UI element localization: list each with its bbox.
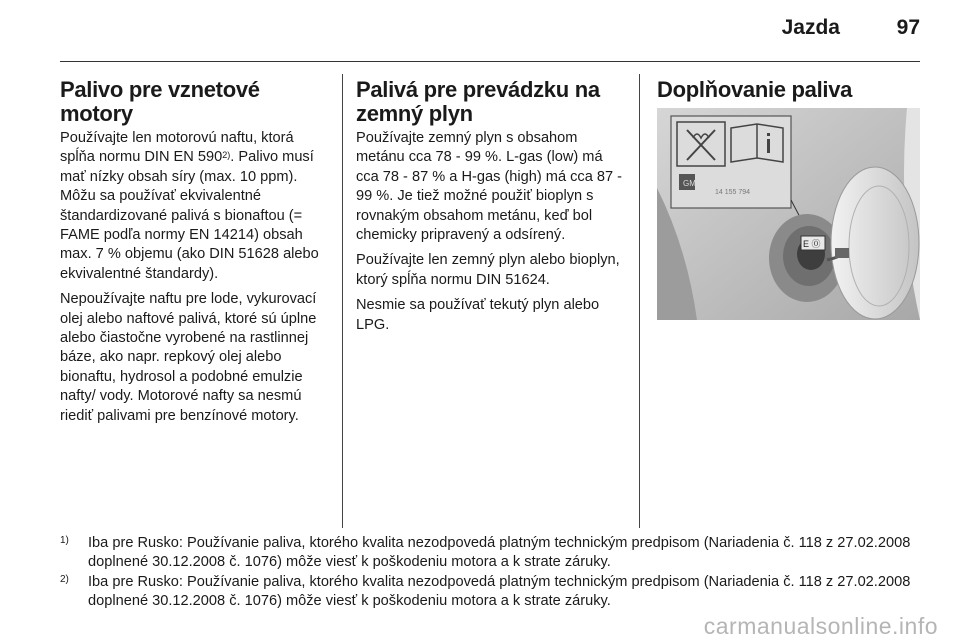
paragraph-gas-2: Používajte len zemný plyn alebo bioplyn, ktorý spĺňa normu DIN 51624. [356,252,620,288]
paragraph-diesel-2: Nepoužívajte naftu pre lode, vykurovací olej alebo naftové palivá, ktoré sú úplne alebo čiastočne vyrobené na rastlinnej báze, ako napr. repkový olej alebo bionaftu, hydrosol a podobné emulzie nafty/ vody. Motorové nafty sa nesmú riediť palivami pre benzínové motory. [60,291,317,424]
column-diesel [60,78,332,432]
page-header [60,14,920,48]
fuel-flap-figure [657,108,920,320]
page-number: 97 [896,16,920,39]
paragraph-gas-3: Nesmie sa používať tekutý plyn alebo LPG. [356,297,600,333]
column-divider-1 [342,74,343,528]
figure-code: 14 155 794 [715,189,751,196]
column-refuelling [657,78,920,320]
footnote-1 [60,534,920,571]
paragraph-gas-1: Používajte zemný plyn s obsahom metánu cca 78 - 99 %. L-gas (low) má cca 78 - 87 % a H-gas (high) má cca 87 - 99 %. Je tiež možné použiť bioplyn s rovnakým obsahom metánu, keď bol chemicky pripravený a odsírený. [356,130,623,244]
paragraph-diesel-1-text-a: Používajte len motorovú naftu, ktorá spĺňa normu DIN EN 590 [60,130,294,166]
heading-refuelling: Doplňovanie paliva [657,77,853,102]
heading-diesel: Palivo pre vznetové motory [60,77,260,126]
footnote-ref-2[interactable]: 2) [222,150,231,161]
column-natural-gas [356,78,626,341]
section-title: Jazda [781,16,840,39]
footnote-2-mark: 2) [60,574,69,586]
footnote-2-text: Iba pre Rusko: Používanie paliva, ktorého kvalita nezodpovedá platným technickým predpisom (Nariadenia č. 118 z 27.02.2008 doplnené 30.12.2008 č. 1076) môže viesť k poškodeniu motora a k strate záruky. [88,574,911,609]
paragraph-diesel-1 [60,129,332,284]
fuel-label-sticker [671,116,791,208]
header-divider [60,61,920,62]
column-divider-2 [639,74,640,528]
watermark: carmanualsonline.info [703,613,938,639]
heading-natural-gas: Palivá pre prevádzku na zemný plyn [356,77,600,126]
footnote-2 [60,573,920,610]
footnote-1-mark: 1) [60,535,69,546]
paragraph-diesel-1-text-b: . Palivo musí mať nízky obsah síry (max. 10 ppm). Môžu sa používať ekvivalentné štandardizované palivá s bionaftou (= FAME podľa normy EN 14214) obsah max. 7 % objemu (ako DIN 51628 alebo ekvivalentné štandardy). [60,149,319,282]
svg-text:GM: GM [683,179,696,188]
svg-text:E ⓪: E ⓪ [803,239,821,249]
footnotes [60,534,920,612]
footnote-1-text: Iba pre Rusko: Používanie paliva, ktorého kvalita nezodpovedá platným technickým predpisom (Nariadenia č. 118 z 27.02.2008 doplnené 30.12.2008 č. 1076) môže viesť k poškodeniu motora a k strate záruky. [88,535,911,570]
